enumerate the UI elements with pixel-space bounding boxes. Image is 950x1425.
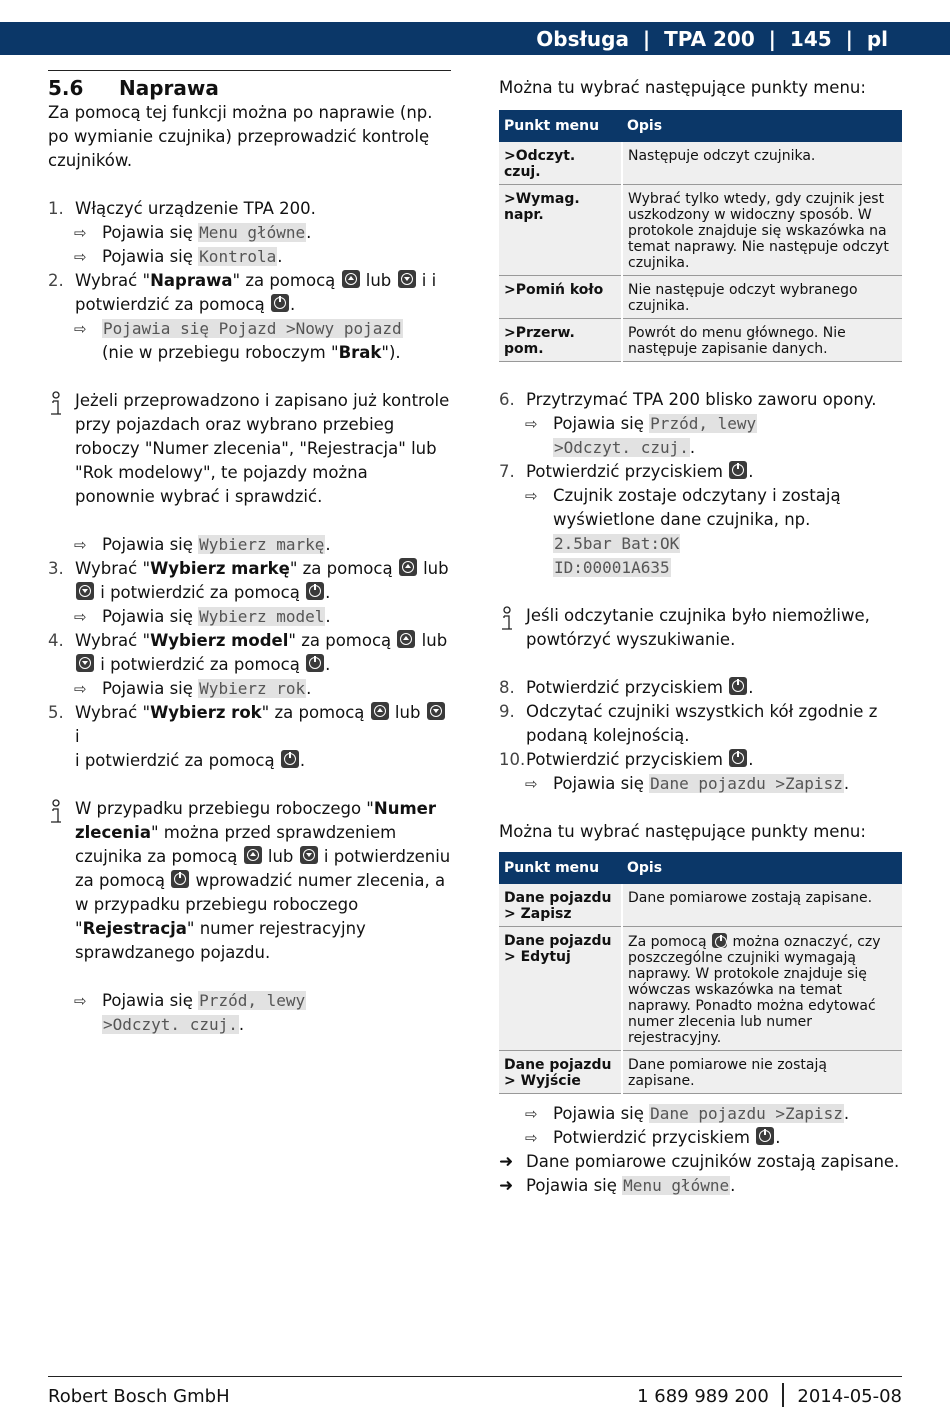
section-number: 5.6 xyxy=(48,76,84,100)
table-row: Dane pojazdu > Wyjście Dane pomiarowe nie zostają zapisane. xyxy=(499,1051,902,1094)
table-row: >Przerw. pom. Powrót do menu głównego. Nie następuje zapisanie danych. xyxy=(499,319,902,362)
up-key-icon xyxy=(342,270,360,288)
result-1a: ⇨ Pojawia się Menu główne. xyxy=(48,221,451,245)
footer-right: 1 689 989 200 2014-05-08 xyxy=(637,1386,902,1407)
step-9: 9. Odczytać czujniki wszystkich kół zgodnie z podaną kolejnością. xyxy=(499,702,878,745)
menu-table-1 xyxy=(499,110,902,362)
table-header: Punkt menu xyxy=(499,110,622,142)
step-4: 4. Wybrać "Wybierz model" za pomocą lub i potwierdzić za pomocą . xyxy=(48,631,448,674)
info-icon xyxy=(48,799,64,825)
footer-company: Robert Bosch GmbH xyxy=(48,1386,230,1407)
step-5: 5. Wybrać "Wybierz rok" za pomocą lub i i potwierdzić za pomocą . xyxy=(48,701,451,773)
step-3: 3. Wybrać "Wybierz markę" za pomocą lub i potwierdzić za pomocą . xyxy=(48,559,449,602)
menu-table-2 xyxy=(499,852,902,1094)
table-row: >Wymag. napr. Wybrać tylko wtedy, gdy czujnik jest uszkodzony w widoczny sposób. W protokole znajduje się wskazówka na temat naprawy. Nie następuje odczyt czujnika. xyxy=(499,185,902,276)
confirm-key-icon xyxy=(756,1127,774,1145)
section-title: Naprawa xyxy=(119,76,219,100)
page-header: Obsługa | TPA 200 | 145 | pl xyxy=(0,22,950,55)
table-header: Opis xyxy=(622,852,902,884)
note-3: Jeśli odczytanie czujnika było niemożliwe, powtórzyć wyszukiwanie. xyxy=(499,604,902,652)
menu-intro-2: Można tu wybrać następujące punkty menu: xyxy=(499,822,866,841)
result-5: ⇨ Pojawia się Wybierz rok. xyxy=(48,677,451,701)
confirm-key-icon xyxy=(729,461,747,479)
menu-intro-1: Można tu wybrać następujące punkty menu: xyxy=(499,78,866,97)
result-6: ⇨ Pojawia się Przód, lewy >Odczyt. czuj.. xyxy=(48,989,451,1037)
table-row: >Pomiń koło Nie następuje odczyt wybranego czujnika. xyxy=(499,276,902,319)
result-7: ⇨ Czujnik zostaje odczytany i zostają wyświetlone dane czujnika, np. 2.5bar Bat:OK ID:00001A635 xyxy=(499,484,902,580)
confirm-key-icon xyxy=(271,294,289,312)
page-footer xyxy=(48,1376,902,1407)
result-4: ⇨ Pojawia się Wybierz model. xyxy=(48,605,451,629)
step-6: 6. Przytrzymać TPA 200 blisko zaworu opony. xyxy=(499,390,877,409)
note-2: W przypadku przebiegu roboczego "Numer zlecenia" można przed sprawdzeniem czujnika za pomocą lub i potwierdzeniu za pomocą wprowadzić numer zlecenia, a w przypadku przebiegu roboczego "Rejestracja" numer rejestracyjny sprawdzanego pojazdu. xyxy=(48,797,451,965)
table-row: Dane pojazdu > Zapisz Dane pomiarowe zostają zapisane. xyxy=(499,884,902,927)
section-rule xyxy=(48,70,451,71)
down-key-icon xyxy=(76,654,94,672)
result-2: ⇨ Pojawia się Pojazd >Nowy pojazd (nie w przebiegu roboczym "Brak"). xyxy=(48,317,451,365)
up-key-icon xyxy=(244,846,262,864)
confirm-key-icon xyxy=(306,654,324,672)
up-key-icon xyxy=(399,558,417,576)
step-10: 10. Potwierdzić przyciskiem . xyxy=(499,750,754,769)
up-key-icon xyxy=(397,630,415,648)
result-1b: ⇨ Pojawia się Kontrola. xyxy=(48,245,451,269)
confirm-key-icon xyxy=(729,749,747,767)
table-row: >Odczyt. czuj. Następuje odczyt czujnika. xyxy=(499,142,902,185)
table-header: Punkt menu xyxy=(499,852,622,884)
right-column xyxy=(499,70,902,1198)
result-6r: ⇨ Pojawia się Przód, lewy >Odczyt. czuj.. xyxy=(499,412,902,460)
step-2: 2. Wybrać "Naprawa" za pomocą lub i i potwierdzić za pomocą . xyxy=(48,271,437,314)
down-key-icon xyxy=(300,846,318,864)
step-8: 8. Potwierdzić przyciskiem . xyxy=(499,678,754,697)
step-1: 1. Włączyć urządzenie TPA 200. xyxy=(48,199,316,218)
section-intro: Za pomocą tej funkcji można po naprawie (np. po wymianie czujnika) przeprowadzić kontrolę czujników. xyxy=(48,103,433,170)
confirm-key-icon xyxy=(729,677,747,695)
confirm-key-icon xyxy=(306,582,324,600)
result-11: ⇨ Pojawia się Dane pojazdu >Zapisz. xyxy=(499,1102,902,1126)
info-icon xyxy=(48,391,64,417)
left-column xyxy=(48,70,451,1037)
step-7: 7. Potwierdzić przyciskiem . xyxy=(499,462,754,481)
confirm-key-icon xyxy=(281,750,299,768)
confirm-key-icon xyxy=(712,933,727,948)
up-key-icon xyxy=(371,702,389,720)
result-10: ⇨ Pojawia się Dane pojazdu >Zapisz. xyxy=(499,772,902,796)
table-header: Opis xyxy=(622,110,902,142)
info-icon xyxy=(499,606,515,632)
result-12: ⇨ Potwierdzić przyciskiem . xyxy=(499,1126,902,1150)
down-key-icon xyxy=(398,270,416,288)
outcome-1: ➜ Dane pomiarowe czujników zostają zapisane. xyxy=(499,1150,902,1174)
table-row: Dane pojazdu > Edytuj Za pomocą można oznaczyć, czy poszczególne czujniki wymagają naprawy. W protokole znajduje się wówczas wskazówka na temat naprawy. Ponadto można edytować numer zlecenia lub numer rejestracyjny. xyxy=(499,927,902,1051)
down-key-icon xyxy=(76,582,94,600)
note-1: Jeżeli przeprowadzono i zapisano już kontrole przy pojazdach oraz wybrano przebieg roboczy "Numer zlecenia", "Rejestracja" lub "Rok modelowy", te pojazdy można ponownie wybrać i sprawdzić. xyxy=(48,389,451,509)
confirm-key-icon xyxy=(171,870,189,888)
outcome-2: ➜ Pojawia się Menu główne. xyxy=(499,1174,902,1198)
result-3: ⇨ Pojawia się Wybierz markę. xyxy=(48,533,451,557)
down-key-icon xyxy=(427,702,445,720)
section-heading xyxy=(48,75,451,101)
